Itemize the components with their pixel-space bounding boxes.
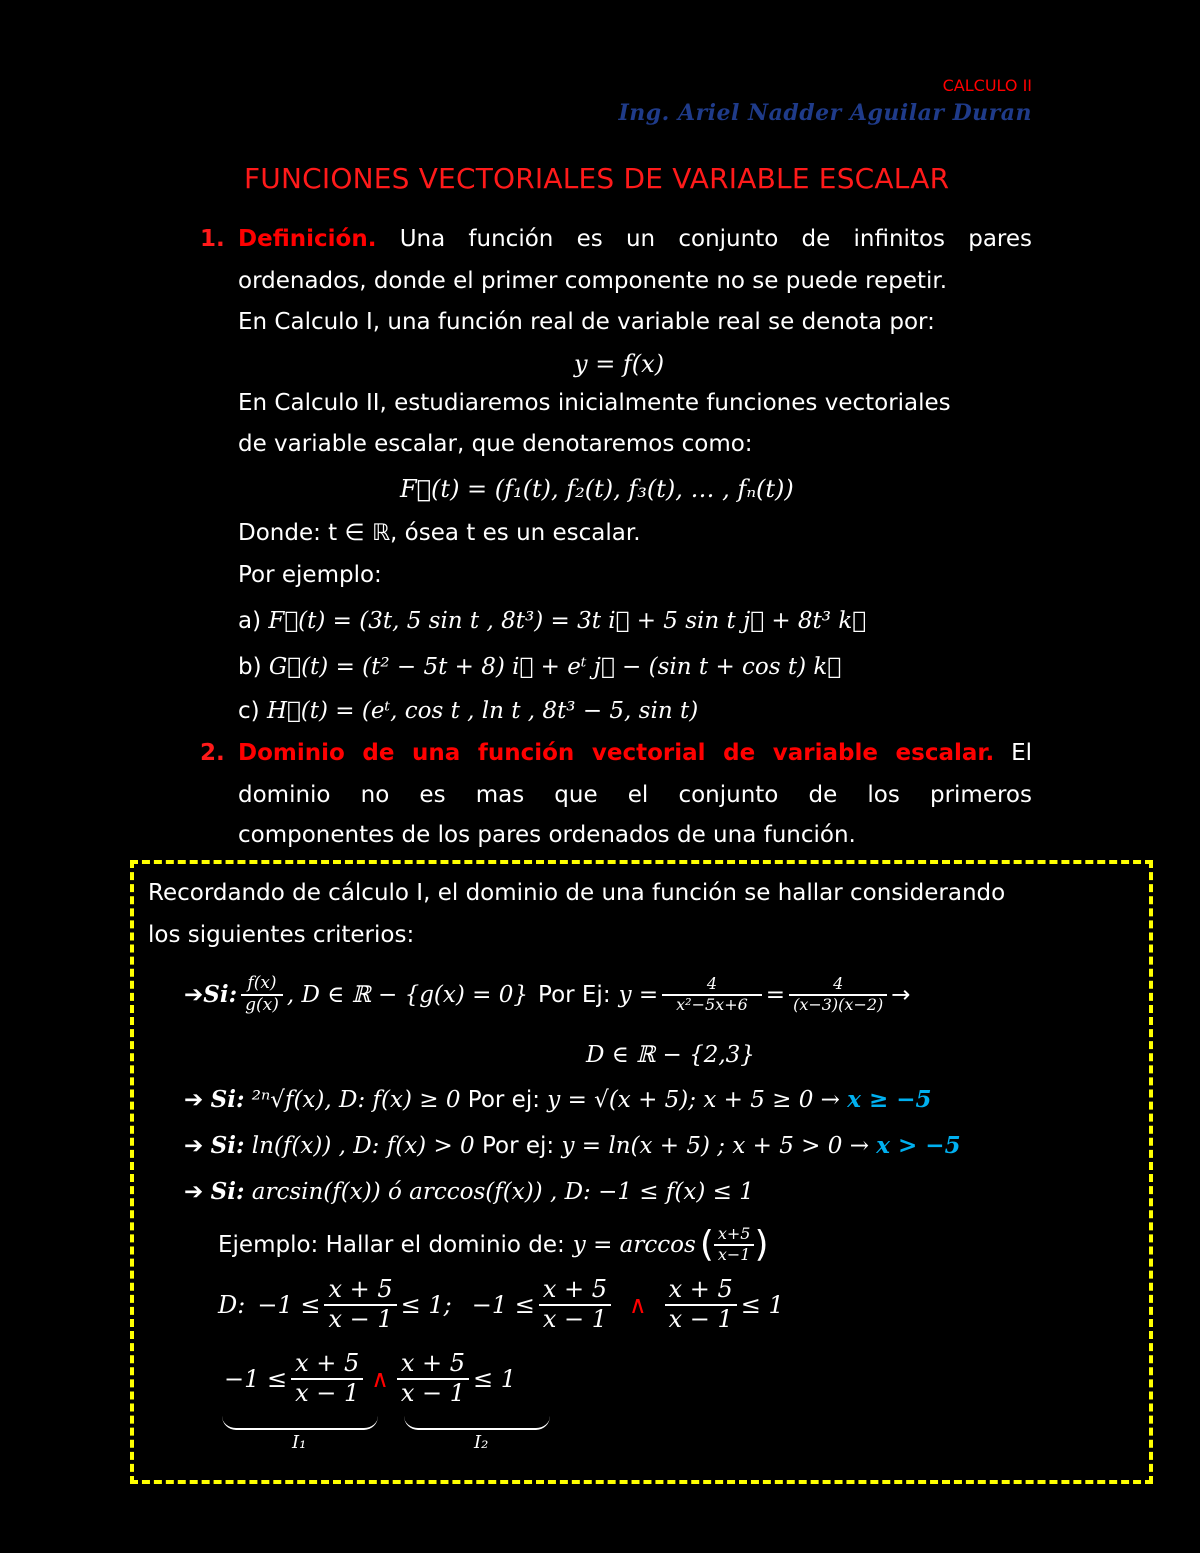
rule-1-example-fraction-1	[662, 975, 762, 1014]
underbrace-1	[222, 1416, 378, 1430]
l-fraction-2-num: x + 5	[400, 1349, 466, 1377]
example-fraction	[714, 1225, 755, 1264]
section-2-line-1	[238, 740, 1032, 766]
interval-label-1: I₁	[292, 1432, 307, 1453]
l-end: ≤ 1	[473, 1364, 517, 1393]
right-arrow-icon: ➔	[184, 1179, 204, 1205]
rule-1-condition: , D ∈ ℝ − {g(x) = 0}	[286, 981, 529, 1008]
d-label: D:	[218, 1290, 246, 1319]
example-b-label: b)	[238, 654, 262, 680]
page-title: FUNCIONES VECTORIALES DE VARIABLE ESCALAR	[244, 162, 950, 195]
section-1-line-1	[238, 226, 1032, 252]
domain-inequality	[218, 1276, 784, 1333]
rule-3-result: x > −5	[876, 1132, 961, 1159]
rule-3-por-ej: Por ej:	[482, 1133, 555, 1159]
rule-3-si: Si:	[210, 1132, 245, 1159]
d-fraction-2	[539, 1276, 611, 1333]
rule-2-result: x ≥ −5	[847, 1086, 932, 1113]
rule-2-example: y = √(x + 5); x + 5 ≥ 0 →	[547, 1087, 840, 1113]
rule-1-example-den-2: (x−3)(x−2)	[789, 994, 887, 1014]
rule-quotient	[184, 974, 911, 1015]
example-c	[238, 698, 698, 724]
box-intro-line-2: los siguientes criterios:	[148, 922, 415, 948]
rule-4-expression: arcsin(f(x)) ó arccos(f(x)) , D: −1 ≤ f(x) ≤ 1	[251, 1179, 754, 1205]
section-2-line-3: componentes de los pares ordenados de una función.	[238, 822, 856, 848]
rule-1-example-fraction-2	[789, 975, 887, 1014]
rule-3-expression: ln(f(x)) , D: f(x) > 0	[251, 1133, 475, 1159]
example-left-paren: (	[699, 1224, 714, 1265]
course-label: CALCULO II	[942, 76, 1032, 95]
section-1-number: 1.	[200, 226, 225, 252]
section-1-line-2: ordenados, donde el primer componente no se puede repetir.	[238, 268, 948, 294]
rule-1-result: D ∈ ℝ − {2,3}	[586, 1042, 755, 1068]
and-symbol-2: ∧	[371, 1364, 389, 1393]
example-right-paren: )	[754, 1224, 769, 1265]
section-1-line-6: Donde: t ∈ ℝ, ósea t es un escalar.	[238, 520, 641, 546]
rule-1-example-num-2: 4	[833, 974, 844, 994]
section-1-line-4: En Calculo II, estudiaremos inicialmente funciones vectoriales	[238, 390, 951, 416]
example-y-arccos: y = arccos	[572, 1231, 696, 1258]
rule-2-expression: ²ⁿ√f(x), D: f(x) ≥ 0	[251, 1087, 461, 1113]
d-m1: −1 ≤	[471, 1290, 535, 1319]
rule-1-example-den-1: x²−5x+6	[662, 994, 762, 1014]
d-le1: ≤ 1;	[400, 1290, 452, 1319]
rule-1-y: y =	[618, 981, 659, 1008]
rule-4-si: Si:	[210, 1178, 245, 1205]
example-c-label: c)	[238, 698, 260, 724]
d-left: −1 ≤	[257, 1290, 321, 1319]
rule-logarithm	[184, 1132, 961, 1159]
example-b-expression: G⃗(t) = (t² − 5t + 8) i⃗ + eᵗ j⃗ − (sin t + cos t) k⃗	[268, 654, 842, 680]
right-arrow-icon: ➔	[184, 1087, 204, 1113]
equation-y-fx: y = f(x)	[574, 350, 665, 378]
example-a-label: a)	[238, 608, 262, 634]
l-fraction-2-den: x − 1	[397, 1378, 469, 1408]
rule-1-por-ej: Por Ej:	[538, 981, 611, 1008]
d-fraction-2-den: x − 1	[539, 1304, 611, 1334]
rule-2-si: Si:	[210, 1086, 245, 1113]
right-arrow-icon: ➔	[184, 981, 204, 1008]
l-fraction-1-den: x − 1	[291, 1378, 363, 1408]
section-1-line-5: de variable escalar, que denotaremos como:	[238, 431, 753, 457]
interval-label-2: I₂	[474, 1432, 489, 1453]
author-signature: Ing. Ariel Nadder Aguilar Duran	[618, 100, 1032, 126]
rule-3-example: y = ln(x + 5) ; x + 5 > 0 →	[561, 1133, 869, 1159]
section-1-line-3: En Calculo I, una función real de variable real se denota por:	[238, 309, 935, 335]
and-symbol: ∧	[629, 1290, 647, 1319]
rule-1-equals: =	[765, 981, 786, 1008]
section-2-heading: Dominio de una función vectorial de variable escalar.	[238, 740, 995, 766]
l-fraction-1	[291, 1350, 363, 1407]
d-fraction-1-num: x + 5	[328, 1275, 393, 1303]
domain-criteria-box	[130, 860, 1153, 1484]
rule-1-arrow: →	[891, 981, 911, 1008]
d-fraction-3-num: x + 5	[668, 1275, 733, 1303]
example-numerator: x+5	[717, 1224, 751, 1244]
section-1-line-1-text: Una función es un conjunto de infinitos pares	[399, 226, 1033, 252]
d-fraction-1-den: x − 1	[324, 1304, 396, 1334]
rule-even-root	[184, 1086, 932, 1113]
box-intro-line-1: Recordando de cálculo I, el dominio de una función se hallar considerando	[148, 880, 1006, 906]
example-label: Ejemplo: Hallar el dominio de:	[218, 1231, 565, 1258]
underbrace-2	[404, 1416, 550, 1430]
section-1-line-7: Por ejemplo:	[238, 562, 382, 588]
example-a	[238, 608, 866, 634]
example-denominator: x−1	[714, 1244, 755, 1264]
d-fraction-3	[665, 1276, 737, 1333]
rule-1-denominator: g(x)	[241, 994, 283, 1016]
section-2-line-2: dominio no es mas que el conjunto de los primeros	[238, 782, 1032, 808]
l-left: −1 ≤	[224, 1364, 288, 1393]
rule-1-si: Si:	[203, 981, 238, 1009]
rule-1-numerator: f(x)	[247, 973, 277, 993]
example-c-expression: H⃗(t) = (eᵗ, cos t , ln t , 8t³ − 5, sin t)	[266, 698, 699, 724]
rule-2-por-ej: Por ej:	[467, 1087, 540, 1113]
example-statement	[218, 1224, 769, 1265]
rule-1-fraction	[241, 974, 283, 1015]
section-2-number: 2.	[200, 740, 225, 766]
d-fraction-2-num: x + 5	[542, 1275, 608, 1303]
rule-arcsin-arccos	[184, 1178, 754, 1205]
section-1-heading: Definición.	[238, 226, 377, 252]
section-2-line-1-text: El	[1011, 740, 1033, 766]
equation-vector-function: F⃗(t) = (f₁(t), f₂(t), f₃(t), … , fₙ(t))	[400, 475, 794, 503]
right-arrow-icon: ➔	[184, 1133, 204, 1159]
split-inequalities	[224, 1350, 516, 1407]
example-b	[238, 654, 841, 680]
d-end: ≤ 1	[740, 1290, 784, 1319]
d-fraction-1	[324, 1276, 396, 1333]
example-a-expression: F⃗(t) = (3t, 5 sin t , 8t³) = 3t i⃗ + 5 sin t j⃗ + 8t³ k⃗	[268, 608, 867, 634]
d-fraction-3-den: x − 1	[665, 1304, 737, 1334]
l-fraction-2	[397, 1350, 469, 1407]
l-fraction-1-num: x + 5	[295, 1349, 360, 1377]
rule-1-example-num-1: 4	[706, 974, 718, 994]
